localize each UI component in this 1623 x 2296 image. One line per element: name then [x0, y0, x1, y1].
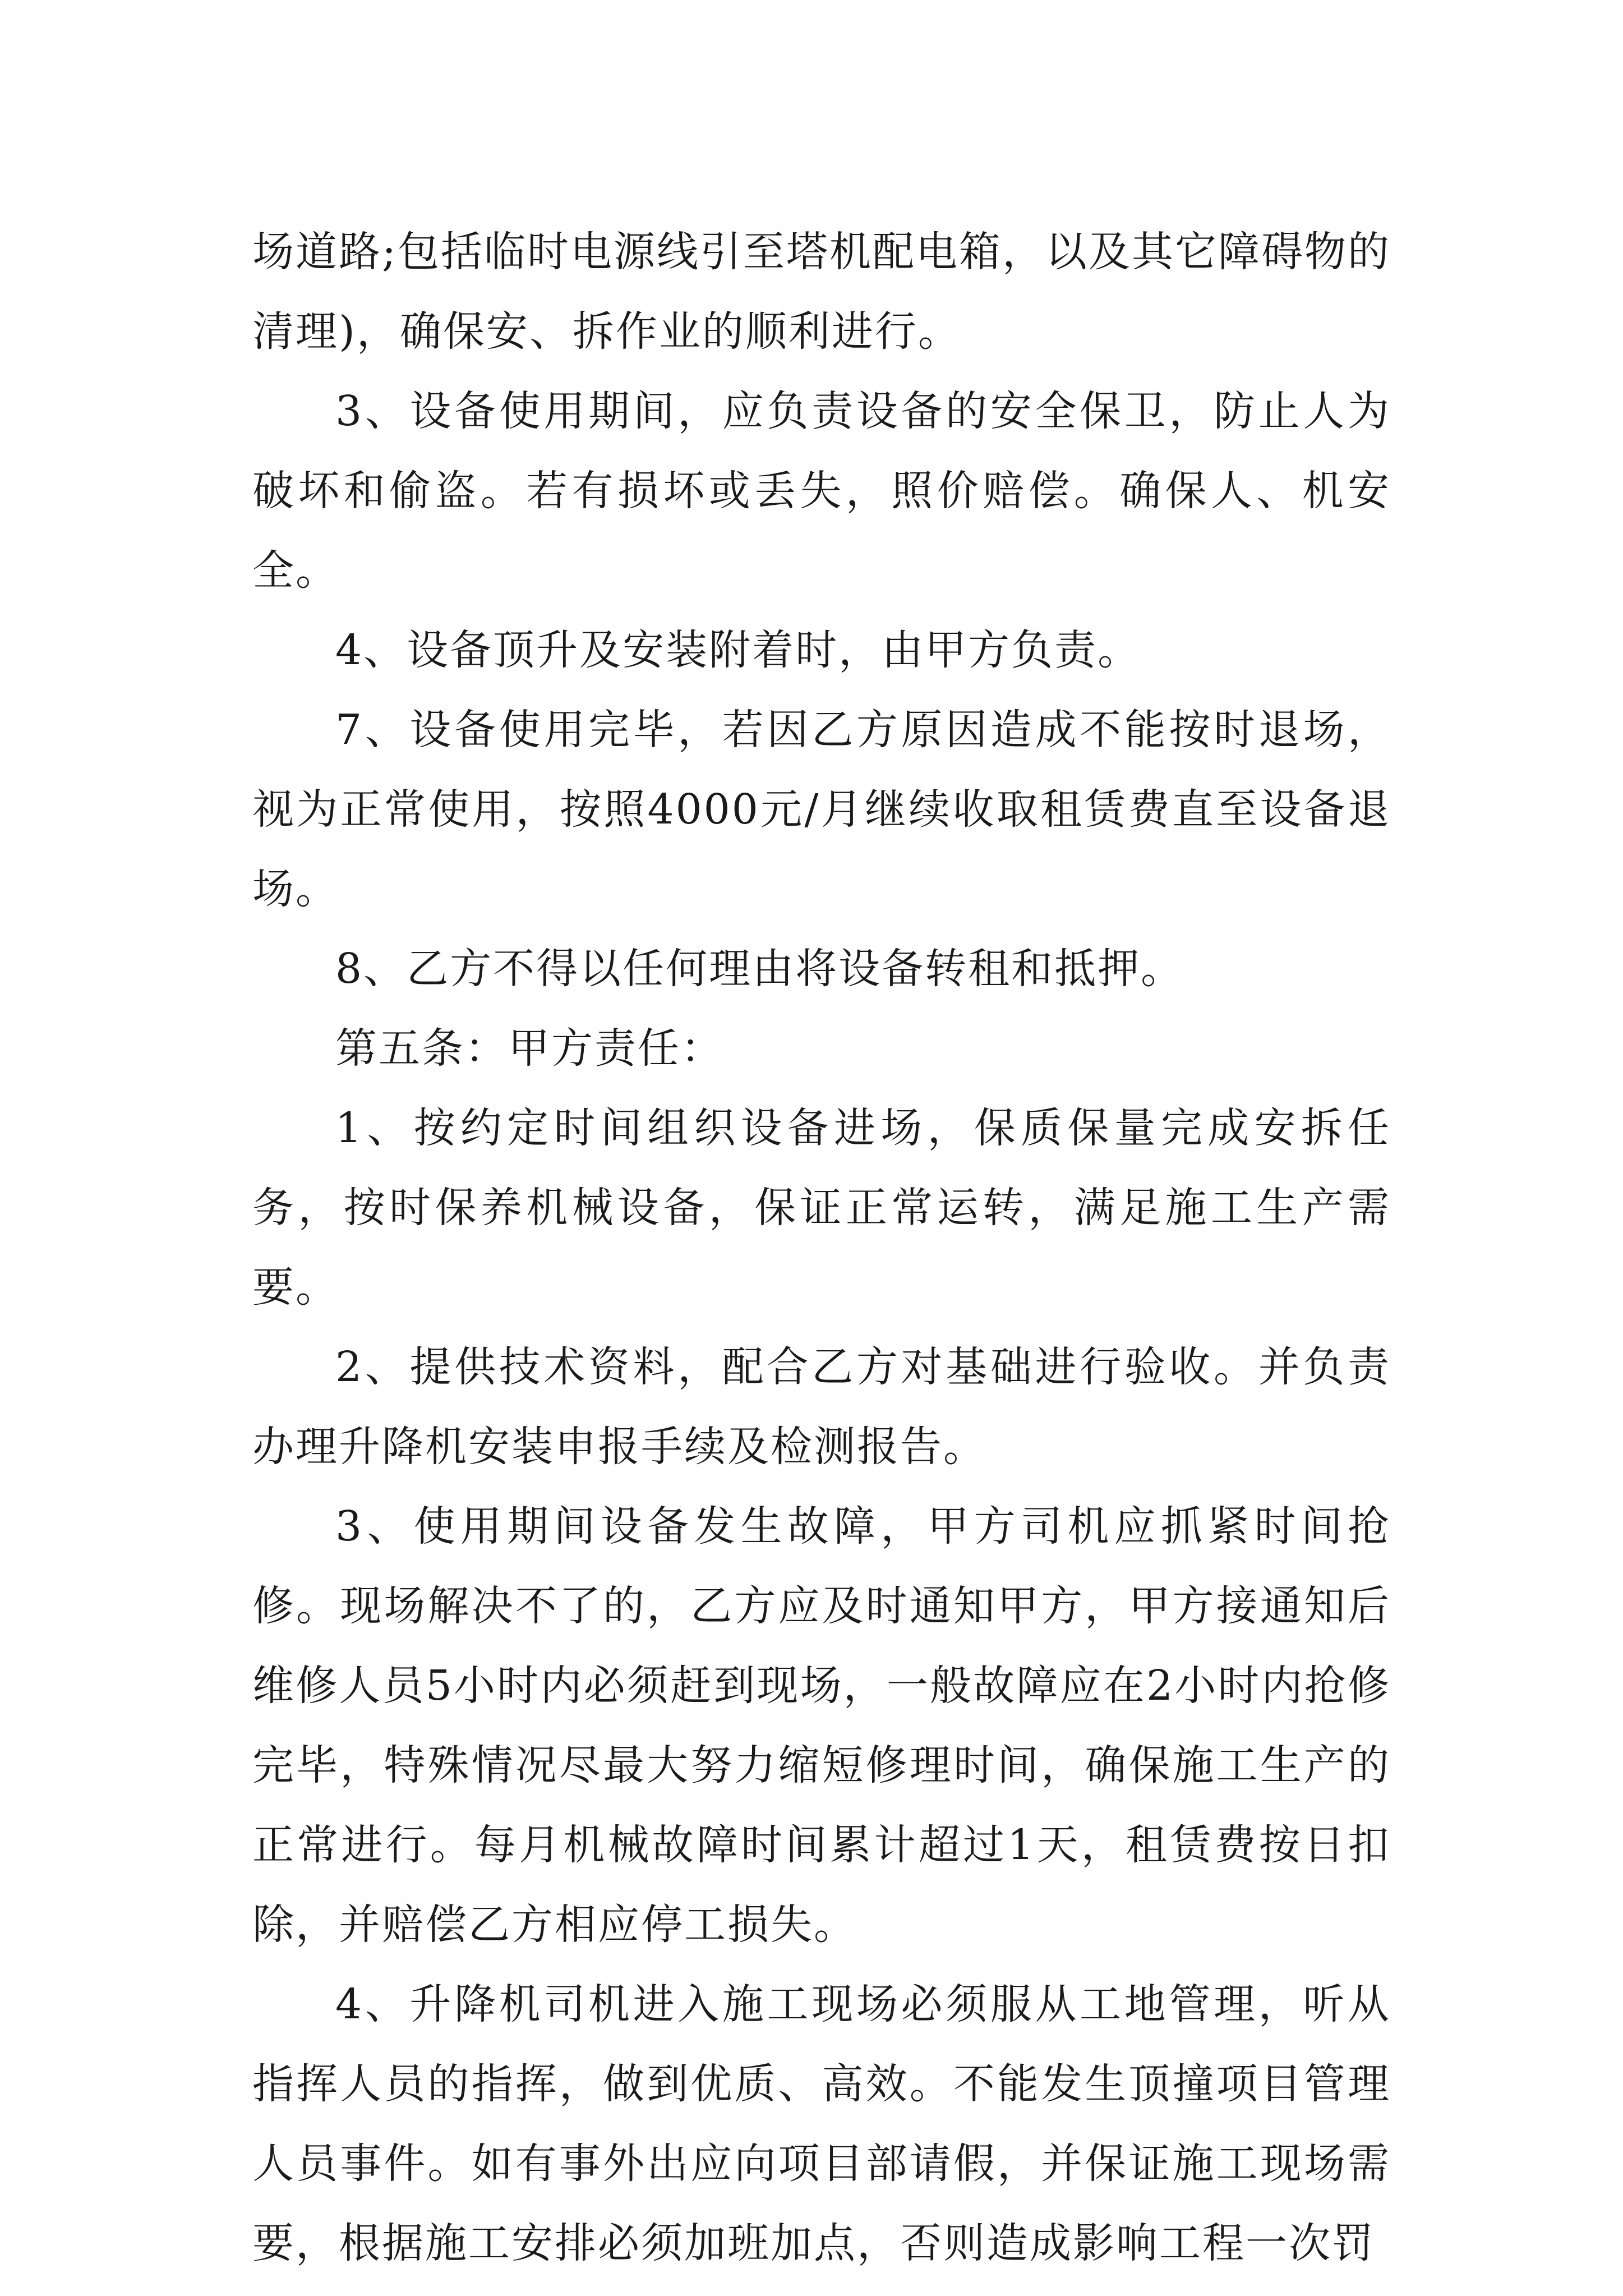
paragraph-clause-3-security: 3、设备使用期间，应负责设备的安全保卫，防止人为破坏和偷盗。若有损坏或丢失，照价赔偿。确保人、机安全。: [252, 387, 1391, 595]
paragraph-party-a-4: 4、升降机司机进入施工现场必须服从工地管理，听从指挥人员的指挥，做到优质、高效。不能发生顶撞项目管理人员事件。如有事外出应向项目部请假，并保证施工现场需要，根据施工安排必须加班加点，否则造成影响工程一次罚: [252, 1980, 1391, 2267]
paragraph-site-clearing: 场道路;包括临时电源线引至塔机配电箱，以及其它障碍物的清理)，确保安、拆作业的顺利进行。: [252, 228, 1391, 356]
paragraph-party-a-1: 1、按约定时间组织设备进场，保质保量完成安拆任务，按时保养机械设备，保证正常运转，满足施工生产需要。: [252, 1104, 1391, 1312]
document-body: [252, 212, 1391, 2283]
section-heading-article-5: 第五条：甲方责任：: [335, 1024, 724, 1073]
paragraph-clause-7-exit: 7、设备使用完毕，若因乙方原因造成不能按时退场，视为正常使用，按照4000元/月继续收取租赁费直至设备退场。: [252, 706, 1391, 913]
paragraph-party-a-2: 2、提供技术资料，配合乙方对基础进行验收。并负责办理升降机安装申报手续及检测报告。: [252, 1343, 1391, 1471]
paragraph-clause-8-sublease: 8、乙方不得以任何理由将设备转租和抵押。: [335, 945, 1184, 993]
paragraph-clause-4-jacking: 4、设备顶升及安装附着时，由甲方负责。: [335, 626, 1141, 674]
paragraph-party-a-3: 3、使用期间设备发生故障，甲方司机应抓紧时间抢修。现场解决不了的，乙方应及时通知甲方，甲方接通知后维修人员5小时内必须赶到现场，一般故障应在2小时内抢修完毕，特殊情况尽最大努力缩短修理时间，确保施工生产的正常进行。每月机械故障时间累计超过1天，租赁费按日扣除，并赔偿乙方相应停工损失。: [252, 1502, 1391, 1949]
